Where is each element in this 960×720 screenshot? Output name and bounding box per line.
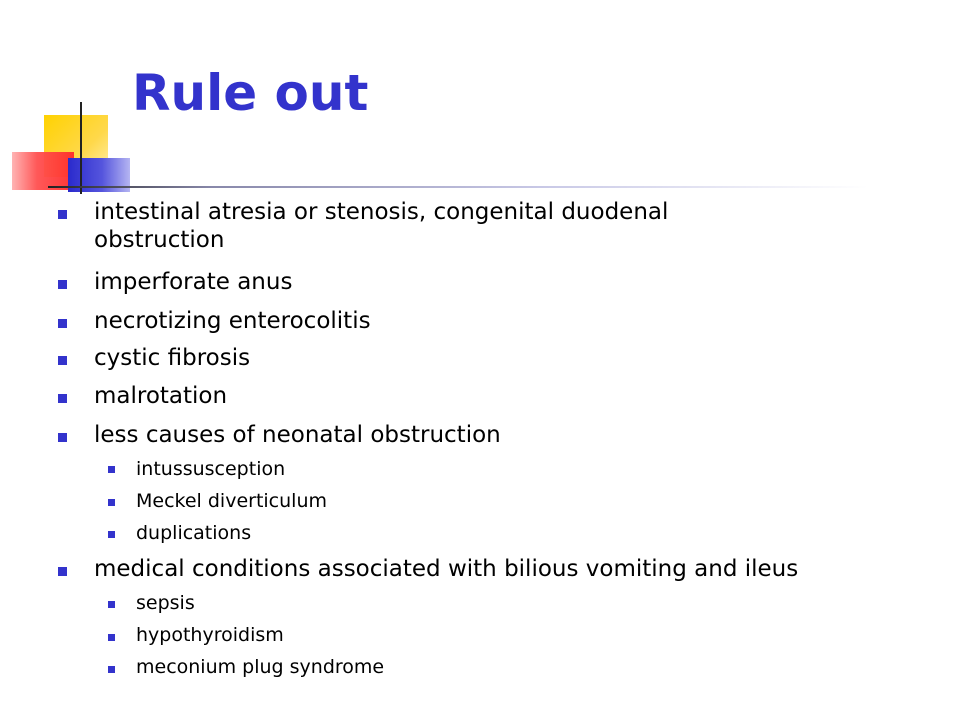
sub-bullet-square-icon bbox=[108, 531, 115, 538]
sub-list-item-text: hypothyroidism bbox=[136, 624, 284, 646]
sub-list-item-text: duplications bbox=[136, 522, 252, 544]
list-item-text: cystic fibrosis bbox=[94, 345, 251, 371]
bullet-square-icon bbox=[58, 394, 67, 403]
bullet-square-icon bbox=[58, 210, 67, 219]
bullet-square-icon bbox=[58, 280, 67, 289]
list-item-text: medical conditions associated with bilious vomiting and ileus bbox=[94, 556, 799, 582]
sub-bullet-square-icon bbox=[108, 601, 115, 608]
slide-title: Rule out bbox=[132, 64, 369, 122]
list-item-text: less causes of neonatal obstruction bbox=[94, 422, 501, 448]
bullet-square-icon bbox=[58, 433, 67, 442]
list-item-text-continued: obstruction bbox=[94, 227, 225, 253]
list-item-text: imperforate anus bbox=[94, 269, 293, 295]
list-item-text: malrotation bbox=[94, 383, 228, 409]
sub-list-item-text: meconium plug syndrome bbox=[136, 656, 385, 678]
bullet-square-icon bbox=[58, 356, 67, 365]
sub-bullet-square-icon bbox=[108, 499, 115, 506]
sub-list-item-text: sepsis bbox=[136, 592, 195, 614]
bullet-square-icon bbox=[58, 567, 67, 576]
sub-list-item-text: intussusception bbox=[136, 458, 286, 480]
list-item-text: intestinal atresia or stenosis, congenital duodenal bbox=[94, 199, 669, 225]
sub-bullet-square-icon bbox=[108, 634, 115, 641]
list-item-text: necrotizing enterocolitis bbox=[94, 308, 371, 334]
sub-bullet-square-icon bbox=[108, 466, 115, 473]
bullet-square-icon bbox=[58, 319, 67, 328]
sub-bullet-square-icon bbox=[108, 666, 115, 673]
sub-list-item-text: Meckel diverticulum bbox=[136, 490, 327, 512]
